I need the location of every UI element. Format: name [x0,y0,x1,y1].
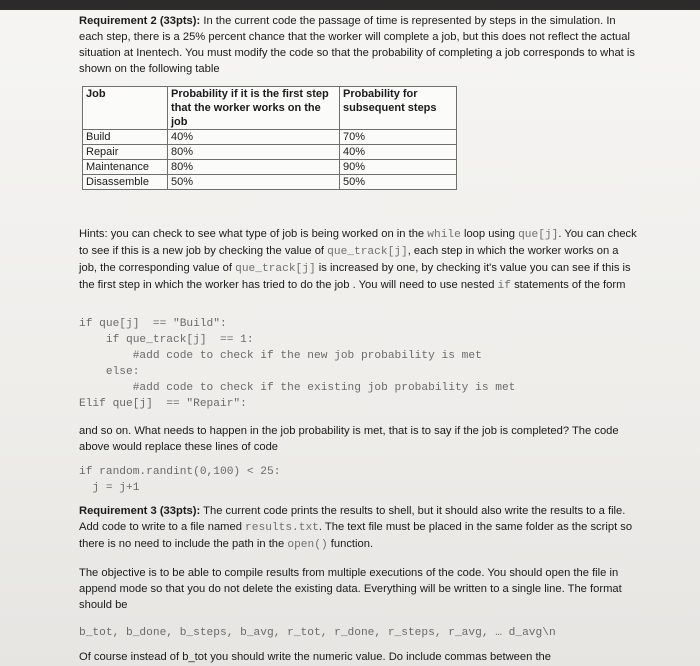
code-open: open() [287,539,328,551]
code-line: #add code to check if the new job probability is met [79,350,482,362]
code-line: #add code to check if the existing job probability is met [79,382,516,394]
requirement-3-paragraph [79,503,639,553]
code-results-txt: results.txt [245,522,319,534]
and-so-on-paragraph: and so on. What needs to happen in the job probability is met, that is to say if the job is completed? The code above would replace these lines of code [79,425,619,453]
code-while: while [427,229,461,241]
hints-paragraph [79,226,639,294]
job-probability-table [82,86,457,190]
table-header-row [83,87,457,130]
cell-subsequent: 90% [340,160,457,175]
hints-text-5: is increased by one, by checking it's value you can see if this is the first step in which the worker has tried to do the job . You will need to use nested [79,262,631,291]
cell-job: Repair [83,145,168,160]
code-que-track-j-2: que_track[j] [235,263,316,275]
table-row [83,160,457,175]
code-line: if que[j] == "Build": [79,318,227,330]
top-edge [0,0,700,10]
cell-subsequent: 50% [340,175,457,190]
cell-first: 80% [168,145,340,160]
req3-text-3: function. [327,538,374,550]
code-line: if random.randint(0,100) < 25: [79,466,281,478]
hints-text-3: . You can check to see if this is a new job by checking the value of [79,228,637,257]
code-que-track-j: que_track[j] [327,246,408,258]
cell-subsequent: 70% [340,130,457,145]
req3-text-2: . The text file must be placed in the same folder as the script so there is no need to include the path in the [79,521,633,550]
cell-job: Build [83,130,168,145]
cell-job: Maintenance [83,160,168,175]
hints-text-2: loop using [460,228,519,240]
table-row [83,130,457,145]
requirement-3-title: Requirement 3 (33pts): [79,505,201,517]
header-first-step: Probability if it is the first step that the worker works on the job [168,87,340,130]
code-line: Elif que[j] == "Repair": [79,398,247,410]
requirement-2-text: In the current code the passage of time is represented by steps in the simulation. In each step, there is a 25% percent chance that the worker will complete a job, but this does not reflect the actual situation at Inentech. You must modify the code so that the probability of completing a job corresponds to what is shown on the following table [79,15,635,75]
hints-text-6: statements of the form [510,279,626,291]
code-line: if que_track[j] == 1: [79,334,254,346]
cell-first: 80% [168,160,340,175]
code-if: if [497,280,511,292]
requirement-2-paragraph [79,13,639,77]
code-line: else: [79,366,140,378]
format-line: b_tot, b_done, b_steps, b_avg, r_tot, r_done, r_steps, r_avg, … d_avg\n [79,627,556,639]
hints-text-1: Hints: you can check to see what type of job is being worked on in the [79,228,428,240]
table-row [83,145,457,160]
requirement-2-title: Requirement 2 (33pts): [79,15,201,27]
header-subsequent: Probability for subsequent steps [340,87,457,130]
cell-first: 50% [168,175,340,190]
cell-job: Disassemble [83,175,168,190]
cell-subsequent: 40% [340,145,457,160]
header-job: Job [83,87,168,130]
code-line: j = j+1 [79,482,140,494]
objective-paragraph: The objective is to be able to compile results from multiple executions of the code. You should open the file in append mode so that you do not delete the existing data. Everything will be written to a single line. The format should be [79,567,622,611]
cell-first: 40% [168,130,340,145]
table-row [83,175,457,190]
hints-text-4: , each step in which the worker works on a job, the corresponding value of [79,245,619,274]
last-line: Of course instead of b_tot you should write the numeric value. Do include commas between the [79,651,551,663]
req3-text-1: The current code prints the results to shell, but it should also write the results to a file. Add code to write to a file named [79,505,626,533]
code-que-j: que[j] [518,229,559,241]
